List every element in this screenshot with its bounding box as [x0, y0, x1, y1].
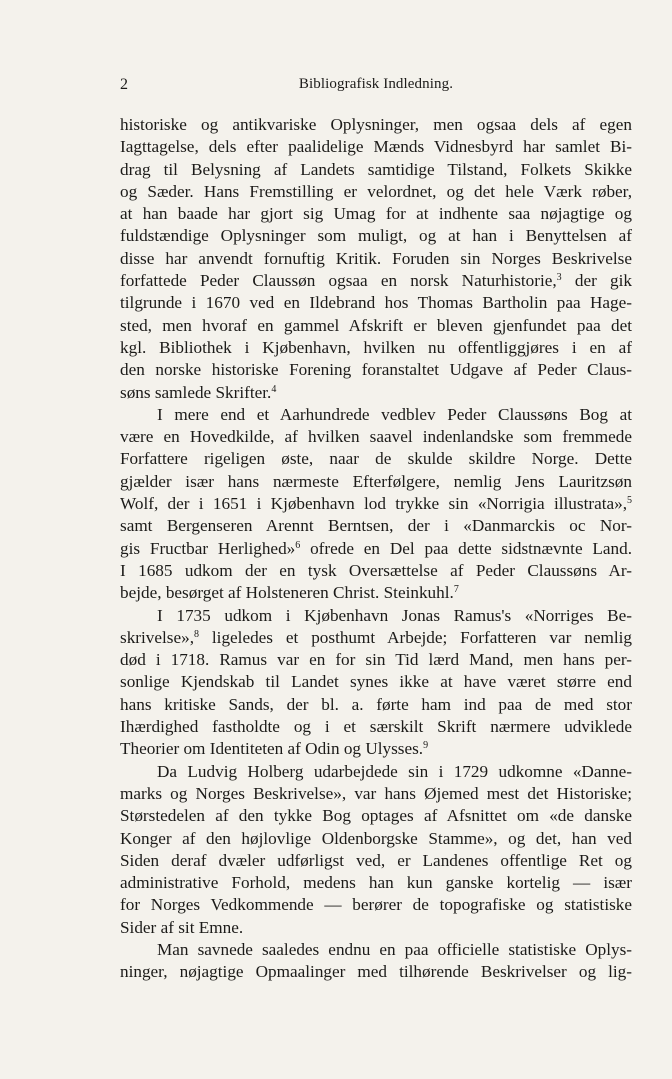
text-line: være en Hovedkilde, af hvilken saavel indenlandske som fremmede: [120, 427, 632, 447]
text-line: gjælder især hans nærmeste Efterfølgere, nemlig Jens Lauritzsøn: [120, 471, 632, 491]
text-segment: ofrede en Del paa dette sidstnævnte Land.: [300, 538, 633, 558]
footnote-marker: 9: [423, 740, 429, 752]
text-segment: bejde, besørget af Holsteneren Christ. Steinkuhl.: [120, 583, 454, 603]
running-title: Bibliografisk Indledning.: [298, 76, 454, 92]
text-line: Man savnede saaledes endnu en paa officielle statistiske Oplys-: [157, 939, 632, 959]
paragraph-2: [120, 404, 632, 605]
footnote-marker: 5: [627, 495, 632, 507]
page-number: 2: [120, 76, 128, 93]
text-line: [120, 582, 632, 604]
text-line: samt Bergenseren Arennt Berntsen, der i «Danmarckis oc Nor-: [120, 516, 632, 536]
text-segment: Wolf, der i 1651 i Kjøbenhavn lod trykke sin «Norrigia illustrata»,: [120, 494, 627, 514]
text-line: historiske og antikvariske Oplysninger, men ogsaa dels af egen: [120, 115, 632, 134]
text-line: Siden deraf dvæler udførligst ved, er Landenes offentlige Ret og: [120, 850, 632, 870]
text-line: tilgrunde i 1670 ved en Ildebrand hos Thomas Bartholin paa Hage-: [120, 293, 632, 313]
text-segment: søns samlede Skrifter.: [120, 382, 272, 402]
text-line: [120, 270, 632, 292]
text-line: [120, 538, 632, 560]
body-text: [120, 114, 632, 984]
footnote-marker: 3: [556, 272, 562, 284]
text-segment: skrivelse»,: [120, 627, 194, 647]
footnote-marker: 6: [295, 539, 301, 551]
paragraph-3: [120, 605, 632, 761]
text-line: Størstedelen af den tykke Bog optages af Afsnittet om «de danske: [120, 806, 632, 826]
text-line: drag til Belysning af Landets samtidige Tilstand, Folkets Skikke: [120, 159, 632, 179]
text-line: [120, 382, 632, 404]
text-line: administrative Forhold, medens han kun ganske kortelig — især: [120, 873, 632, 893]
text-line: I 1735 udkom i Kjøbenhavn Jonas Ramus's «Norriges Be-: [157, 605, 632, 625]
text-line: Da Ludvig Holberg udarbejdede sin i 1729 udkomne «Danne-: [157, 761, 632, 781]
text-line: og Sæder. Hans Fremstilling er velordnet, og det hele Værk røber,: [120, 181, 632, 201]
text-segment: gis Fructbar Herlighed»: [120, 538, 296, 558]
text-line: Konger af den højlovlige Oldenborgske Stamme», og det, han ved: [120, 828, 632, 848]
footnote-marker: 4: [271, 383, 277, 395]
text-line: Sider af sit Emne.: [120, 917, 244, 937]
paragraph-4: [120, 761, 632, 939]
text-line: kgl. Bibliothek i Kjøbenhavn, hvilken nu offentliggjøres i en af: [120, 337, 632, 357]
text-line: sted, men hvoraf en gammel Afskrift er bleven gjenfundet paa det: [120, 315, 632, 335]
text-line: [120, 627, 632, 649]
text-line: hans kritiske Sands, der bl. a. førte ham ind paa de med stor: [120, 694, 632, 714]
text-line: I 1685 udkom der en tysk Oversættelse af Peder Claussøns Ar-: [120, 560, 632, 580]
text-line: Iagttagelse, dels efter paalidelige Mænds Vidnesbyrd har samlet Bi-: [120, 137, 632, 157]
text-line: død i 1718. Ramus var en for sin Tid lærd Mand, men hans per-: [120, 650, 632, 670]
text-line: Ihærdighed fastholdte og i et særskilt Skrift nærmere udviklede: [120, 717, 632, 737]
paragraph-1: [120, 114, 632, 404]
text-line: Forfattere rigeligen øste, naar de skulde skildre Norge. Dette: [120, 449, 632, 469]
text-segment: forfattede Peder Claussøn ogsaa en norsk Naturhistorie,: [120, 271, 557, 291]
text-line: at han baade har gjort sig Umag for at indhente saa nøjagtige og: [120, 204, 632, 224]
text-line: I mere end et Aarhundrede vedblev Peder Claussøns Bog at: [157, 404, 632, 424]
footnote-marker: 7: [453, 584, 459, 596]
text-line: disse har anvendt fornuftig Kritik. Foruden sin Norges Beskrivelse: [120, 248, 632, 268]
text-line: fuldstændige Oplysninger som muligt, og at han i Benyttelsen af: [120, 226, 632, 246]
page-header: [120, 76, 632, 100]
text-line: marks og Norges Beskrivelse», var hans Øjemed mest det Historiske;: [120, 783, 632, 803]
footnote-marker: 8: [194, 628, 199, 640]
text-segment: der gik: [561, 271, 632, 291]
text-line: [120, 738, 632, 760]
text-line: sonlige Kjendskab til Landet synes ikke at have været større end: [120, 672, 632, 692]
text-segment: ligeledes et posthumt Arbejde; Forfatteren var nemlig: [199, 627, 632, 647]
text-line: [120, 493, 632, 515]
paragraph-5: [120, 939, 632, 984]
text-line: for Norges Vedkommende — berører de topografiske og statistiske: [120, 895, 632, 915]
text-line: den norske historiske Forening foranstaltet Udgave af Peder Claus-: [120, 360, 632, 380]
text-segment: Theorier om Identiteten af Odin og Ulysses.: [120, 739, 424, 759]
text-line: ninger, nøjagtige Opmaalinger med tilhørende Beskrivelser og lig-: [120, 962, 632, 982]
